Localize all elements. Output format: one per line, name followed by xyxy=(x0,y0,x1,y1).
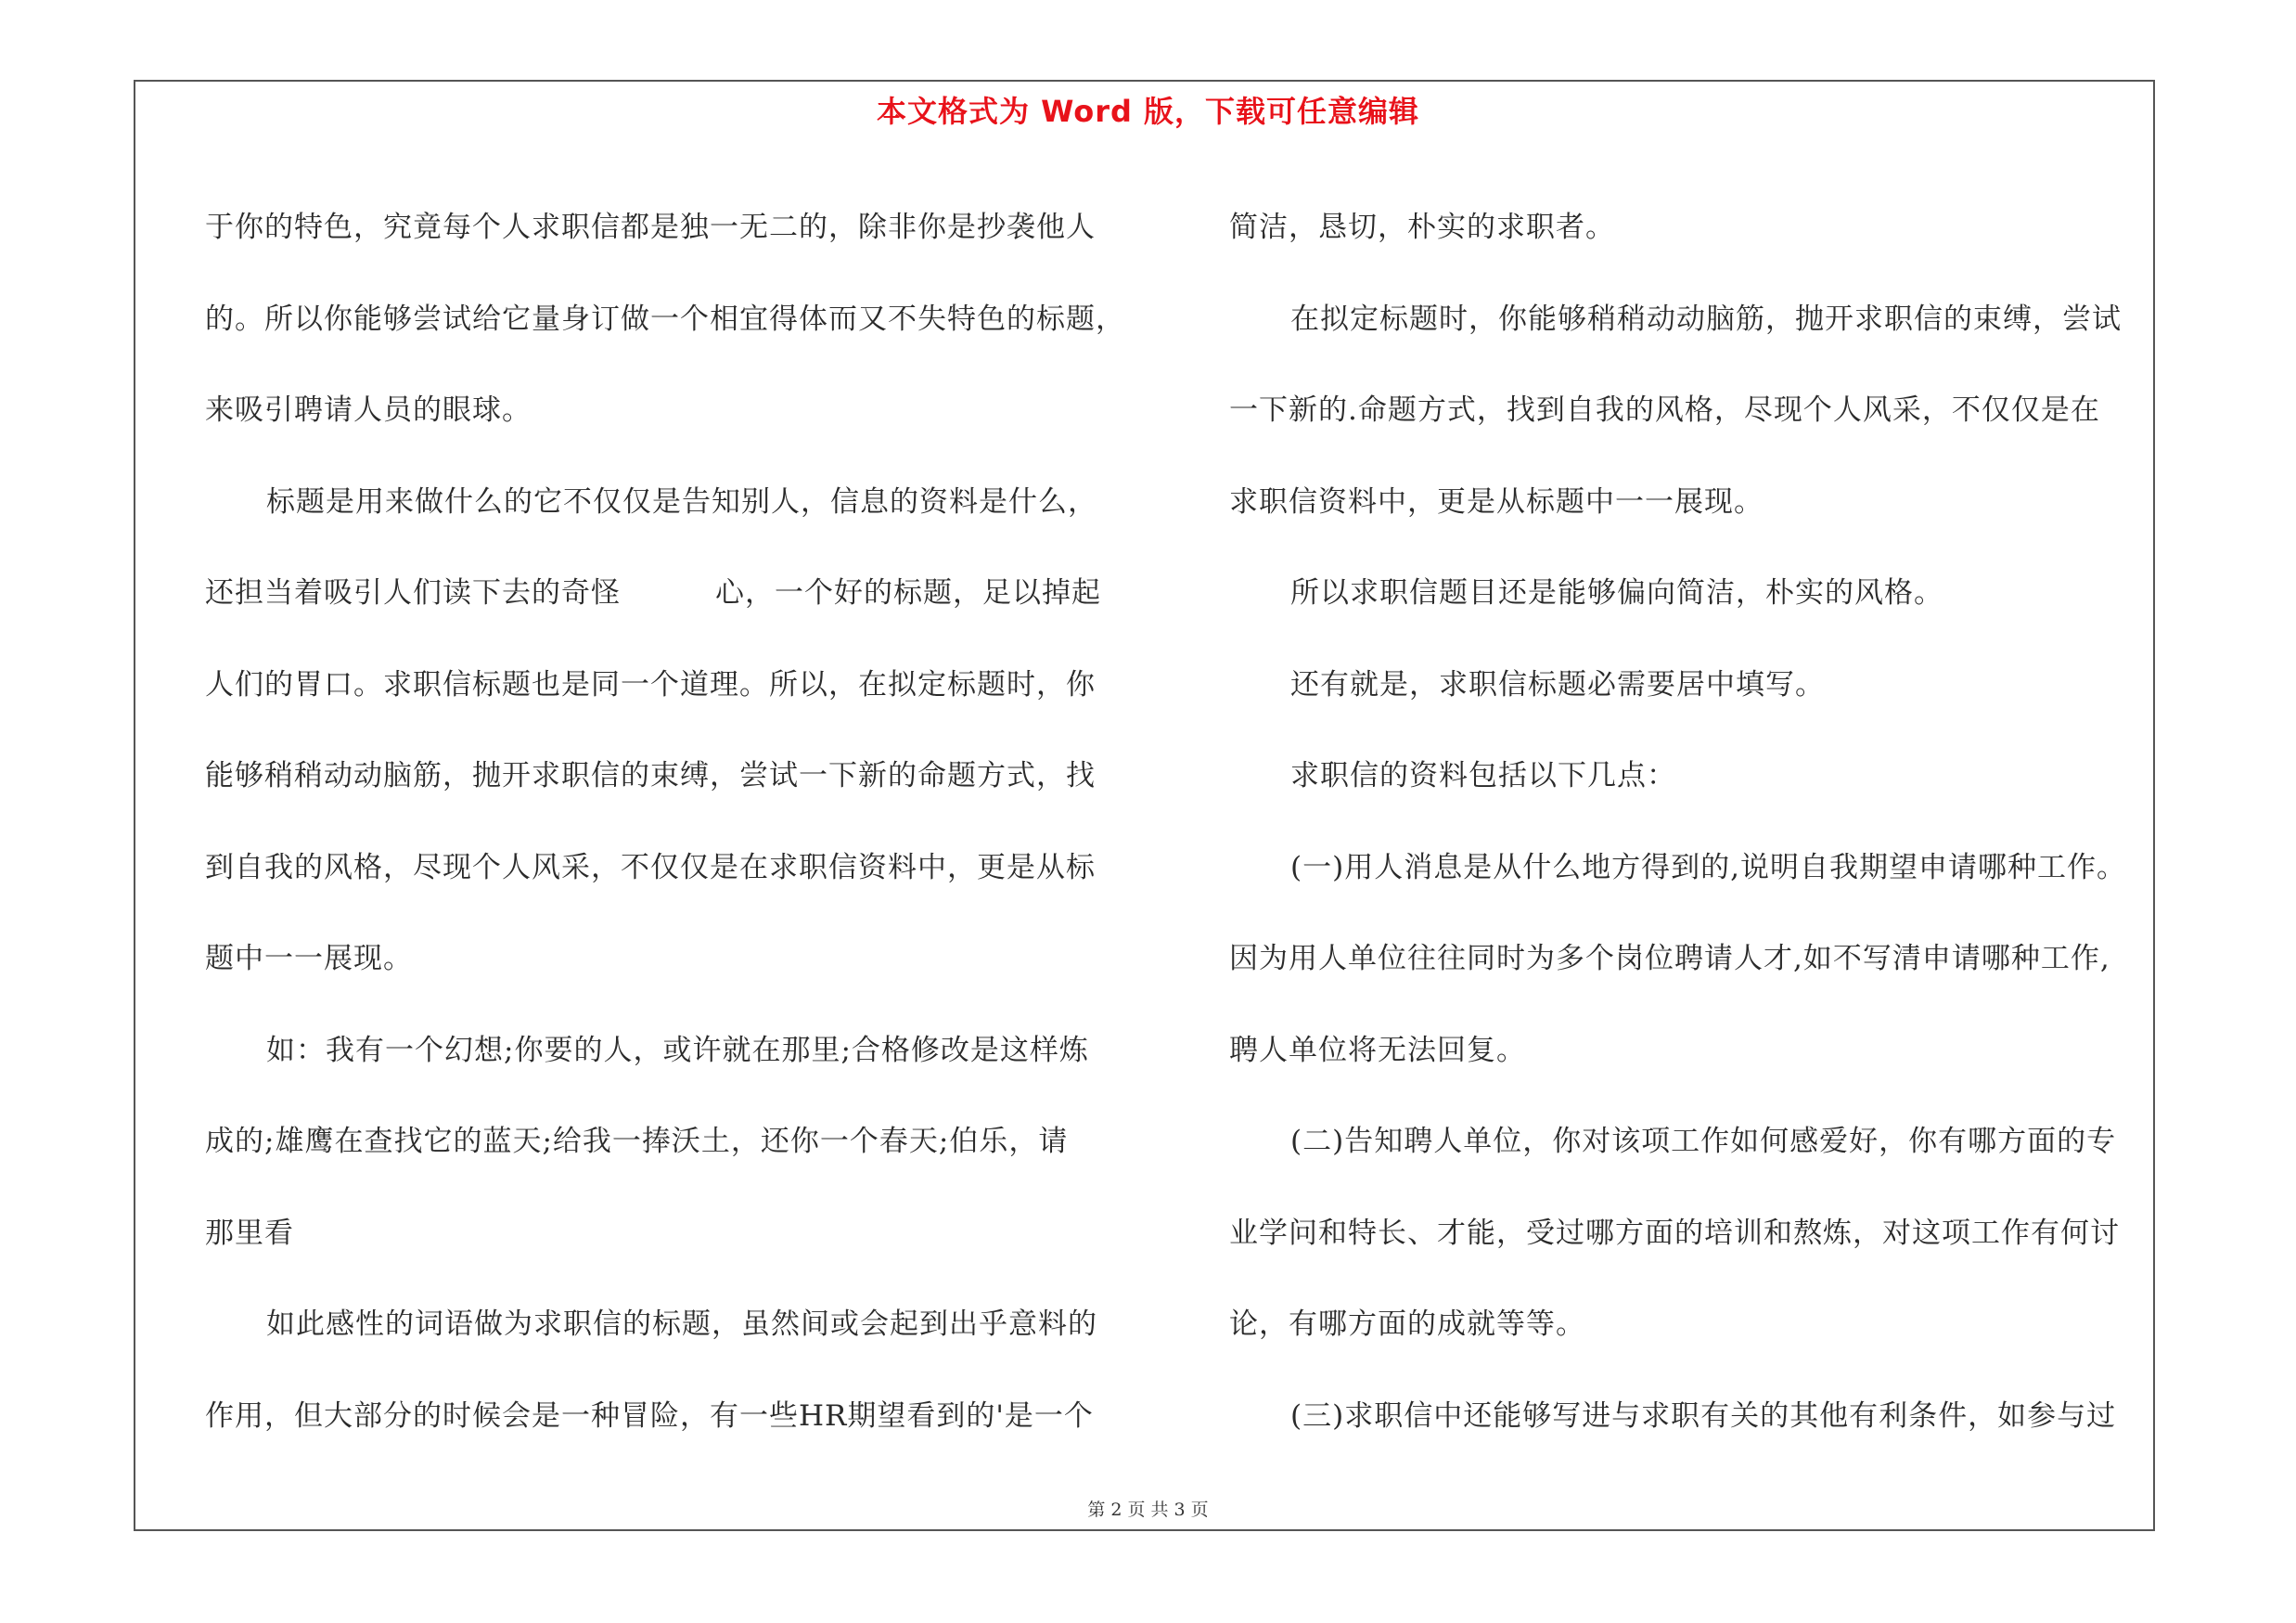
right-column xyxy=(1229,182,2157,1462)
paragraph-line xyxy=(205,547,1133,639)
paragraph-line: 的。所以你能够尝试给它量身订做一个相宜得体而又不失特色的标题， xyxy=(205,302,1125,336)
paragraph-line: 业学问和特长、才能，受过哪方面的培训和熬炼，对这项工作有何讨 xyxy=(1229,1216,2120,1250)
paragraph-line: 一下新的.命题方式，找到自我的风格，尽现个人风采，不仅仅是在 xyxy=(1229,393,2100,427)
paragraph-line: 如：我有一个幻想;你要的人，或许就在那里;合格修改是这样炼 xyxy=(266,1033,1089,1067)
paragraph-line: 于你的特色，究竟每个人求职信都是独一无二的，除非你是抄袭他人 xyxy=(205,211,1096,244)
paragraph-line: 简洁，恳切，朴实的求职者。 xyxy=(1229,211,1615,244)
line-segment: 心，一个好的标题，足以掉起 xyxy=(715,576,1101,610)
header-title: 本文格式为 Word 版，下载可任意编辑 xyxy=(876,94,1420,129)
paragraph-line: 还有就是，求职信标题必需要居中填写。 xyxy=(1290,667,1825,702)
line-segment: 还担当着吸引人们读下去的奇怪 xyxy=(205,576,621,610)
paragraph-line: 所以求职信题目还是能够偏向简洁，朴实的风格。 xyxy=(1290,576,1943,610)
paragraph-line: 标题是用来做什么的它不仅仅是告知别人，信息的资料是什么， xyxy=(266,484,1097,519)
paragraph-line: 来吸引聘请人员的眼球。 xyxy=(205,393,532,427)
paragraph-line: (二)告知聘人单位，你对该项工作如何感爱好，你有哪方面的专 xyxy=(1290,1125,2117,1158)
left-column xyxy=(205,182,1133,1462)
paragraph-line: 人们的胃口。求职信标题也是同一个道理。所以，在拟定标题时，你 xyxy=(205,667,1096,702)
paragraph-line: 如此感性的词语做为求职信的标题，虽然间或会起到出乎意料的 xyxy=(266,1307,1097,1341)
paragraph-line: 求职信资料中，更是从标题中一一展现。 xyxy=(1229,484,1764,519)
page-number-footer: 第 2 页 共 3 页 xyxy=(1087,1500,1209,1520)
paragraph-line: 题中一一展现。 xyxy=(205,942,413,975)
paragraph-line: 到自我的风格，尽现个人风采，不仅仅是在求职信资料中，更是从标 xyxy=(205,850,1096,884)
paragraph-line: 那里看 xyxy=(205,1216,294,1250)
paragraph-line: 求职信的资料包括以下几点： xyxy=(1290,759,1676,792)
paragraph-line: 在拟定标题时，你能够稍稍动动脑筋，抛开求职信的束缚，尝试 xyxy=(1290,302,2122,336)
paragraph-line: (三)求职信中还能够写进与求职有关的其他有利条件，如参与过 xyxy=(1290,1398,2117,1433)
paragraph-line: 成的;雄鹰在查找它的蓝天;给我一捧沃土，还你一个春天;伯乐，请 xyxy=(205,1125,1069,1158)
paragraph-line: 论，有哪方面的成就等等。 xyxy=(1229,1307,1585,1341)
paragraph-line: 因为用人单位往往同时为多个岗位聘请人才,如不写清申请哪种工作, xyxy=(1229,942,2110,975)
paragraph-line: 能够稍稍动动脑筋，抛开求职信的束缚，尝试一下新的命题方式，找 xyxy=(205,759,1096,792)
paragraph-line: (一)用人消息是从什么地方得到的,说明自我期望申请哪种工作。 xyxy=(1290,850,2127,884)
paragraph-line: 作用，但大部分的时候会是一种冒险，有一些HR期望看到的'是一个 xyxy=(205,1398,1094,1433)
paragraph-line: 聘人单位将无法回复。 xyxy=(1229,1033,1526,1067)
